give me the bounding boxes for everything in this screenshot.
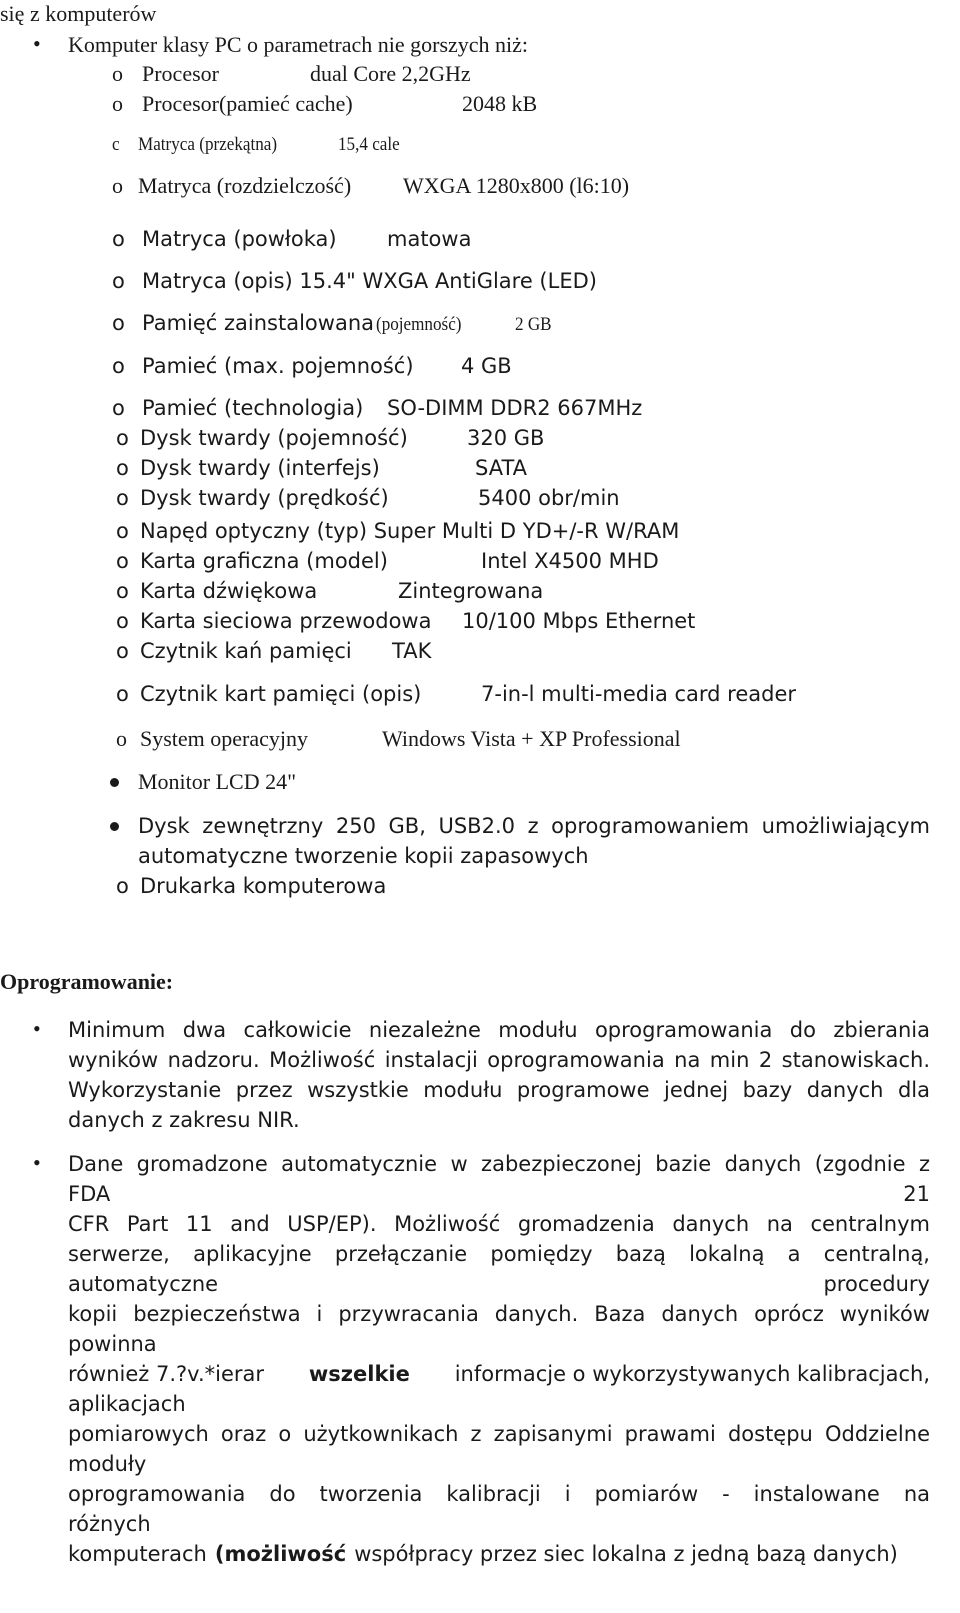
spec-name: Procesor(pamieć cache) — [142, 91, 353, 116]
pc-heading: Komputer klasy PC o parametrach nie gorszych niż: — [68, 32, 529, 57]
spec-value: 2048 kB — [462, 91, 538, 116]
spec-value: Intel X4500 MHD — [481, 549, 659, 573]
spec-marker: o — [116, 639, 129, 663]
spec-value: 10/100 Mbps Ethernet — [462, 609, 696, 633]
software-p2-line: automatyczne procedury — [68, 1272, 930, 1296]
software-p2-line: różnych — [68, 1512, 151, 1536]
text-run: również 7.?v.*ierar — [68, 1362, 265, 1386]
spec-marker: o — [116, 609, 129, 633]
software-p2-line: CFR Part 11 and USP/EP). Możliwość gromadzenia danych na centralnym — [68, 1212, 930, 1236]
spec-name: Dysk twardy (prędkość) — [140, 486, 389, 510]
bullet-icon — [110, 778, 119, 787]
spec-name: Pamieć (technologia) — [142, 396, 364, 420]
software-p2-line: powinna — [68, 1332, 157, 1356]
spec-marker: o — [112, 354, 125, 378]
spec-marker: o — [112, 61, 123, 86]
spec-value: SO-DIMM DDR2 667MHz — [387, 396, 643, 420]
software-p2-line — [68, 1540, 930, 1568]
software-p2-line: oprogramowania do tworzenia kalibracji i pomiarów - instalowane na — [68, 1482, 930, 1506]
spec-name: Karta dźwiękowa — [140, 579, 318, 603]
software-p2-line: aplikacjach — [68, 1392, 186, 1416]
spec-value: 4 GB — [461, 354, 512, 378]
printer-item: Drukarka komputerowa — [140, 874, 387, 898]
spec-marker: o — [116, 874, 129, 898]
spec-name: Karta sieciowa przewodowa — [140, 609, 432, 633]
spec-name: Czytnik kart pamięci (opis) — [140, 682, 422, 706]
text-run: współpracy przez siec lokalna z jedną bazą danych) — [354, 1542, 898, 1566]
spec-marker: o — [116, 682, 129, 706]
spec-marker: o — [116, 549, 129, 573]
spec-marker: o — [112, 91, 123, 116]
software-p2-line — [68, 1360, 930, 1388]
spec-marker: o — [112, 311, 125, 335]
spec-value: Zintegrowana — [398, 579, 544, 603]
spec-value: SATA — [475, 456, 528, 480]
spec-value: 320 GB — [467, 426, 545, 450]
spec-name-suffix: (pojemność) — [376, 314, 462, 335]
software-p2-line: kopii bezpieczeństwa i przywracania danych. Baza danych oprócz wyników — [68, 1302, 930, 1326]
spec-value: matowa — [387, 227, 472, 251]
spec-value: 5400 obr/min — [478, 486, 620, 510]
spec-name: System operacyjny — [140, 726, 309, 751]
spec-name: Dysk twardy (pojemność) — [140, 426, 408, 450]
spec-marker: o — [112, 173, 123, 198]
spec-name: Dysk twardy (interfejs) — [140, 456, 380, 480]
section-heading: Oprogramowanie: — [0, 969, 174, 994]
software-p2-line: FDA 21 — [68, 1182, 930, 1206]
bullet-icon: • — [33, 1016, 41, 1041]
spec-name: Karta graficzna (model) — [140, 549, 388, 573]
disk-item-line2: automatyczne tworzenie kopii zapasowych — [138, 844, 589, 868]
software-p1-line: danych z zakresu NIR. — [68, 1108, 300, 1132]
spec-name: Matryca (przekątna) — [138, 134, 278, 155]
software-p2-line: Dane gromadzone automatycznie w zabezpieczonej bazie danych (zgodnie z — [68, 1152, 930, 1176]
software-p2-line: serwerze, aplikacyjne przełączanie pomiędzy bazą lokalną a centralną, — [68, 1242, 930, 1266]
spec-marker: o — [116, 519, 129, 543]
text-run: komputerach — [68, 1542, 207, 1566]
spec-value: WXGA 1280x800 (l6:10) — [403, 173, 630, 198]
intro-text: się z komputerów — [0, 1, 157, 26]
spec-marker: o — [116, 579, 129, 603]
bullet-icon: • — [33, 1150, 41, 1175]
software-p1-line: Wykorzystanie przez wszystkie modułu programowe jednej bazy danych dla — [68, 1078, 930, 1102]
spec-value: 7-in-l multi-media card reader — [481, 682, 797, 706]
spec-name: Napęd optyczny (typ) Super Multi D YD+/-R W/RAM — [140, 519, 680, 543]
disk-item-line1: Dysk zewnętrzny 250 GB, USB2.0 z oprogramowaniem umożliwiającym — [138, 814, 930, 838]
spec-name: Matryca (opis) 15.4" WXGA AntiGlare (LED) — [142, 269, 597, 293]
emphasis-text: (możliwość — [214, 1542, 347, 1566]
spec-marker: o — [116, 456, 129, 480]
spec-name: Procesor — [142, 61, 219, 86]
spec-marker: o — [116, 726, 127, 751]
spec-marker: o — [116, 426, 129, 450]
emphasis-text: wszelkie — [308, 1362, 410, 1386]
spec-marker: o — [116, 486, 129, 510]
spec-value: 15,4 cale — [338, 134, 400, 155]
spec-marker: c — [112, 134, 120, 155]
spec-value: Windows Vista + XP Professional — [382, 726, 681, 751]
spec-value: 2 GB — [515, 314, 552, 335]
bullet-icon — [110, 822, 119, 831]
bullet-icon: • — [33, 31, 41, 56]
software-p2-line: moduły — [68, 1452, 147, 1476]
monitor-item: Monitor LCD 24" — [138, 769, 297, 794]
spec-value: TAK — [392, 639, 432, 663]
text-run: informacje o wykorzystywanych kalibracjach, — [454, 1362, 930, 1386]
spec-name: Matryca (rozdzielczość) — [138, 173, 352, 198]
spec-name: Pamięć zainstalowana — [142, 311, 375, 335]
spec-name: Czytnik kań pamięci — [140, 639, 352, 663]
spec-name: Matryca (powłoka) — [142, 227, 337, 251]
software-p1-line: wyników nadzoru. Możliwość instalacji oprogramowania na min 2 stanowiskach. — [68, 1048, 930, 1072]
software-p1-line: Minimum dwa całkowicie niezależne modułu oprogramowania do zbierania — [68, 1018, 930, 1042]
spec-marker: o — [112, 227, 125, 251]
spec-name: Pamieć (max. pojemność) — [142, 354, 414, 378]
software-p2-line: pomiarowych oraz o użytkownikach z zapisanymi prawami dostępu Oddzielne — [68, 1422, 930, 1446]
spec-marker: o — [112, 269, 125, 293]
spec-marker: o — [112, 396, 125, 420]
spec-value: dual Core 2,2GHz — [310, 61, 471, 86]
